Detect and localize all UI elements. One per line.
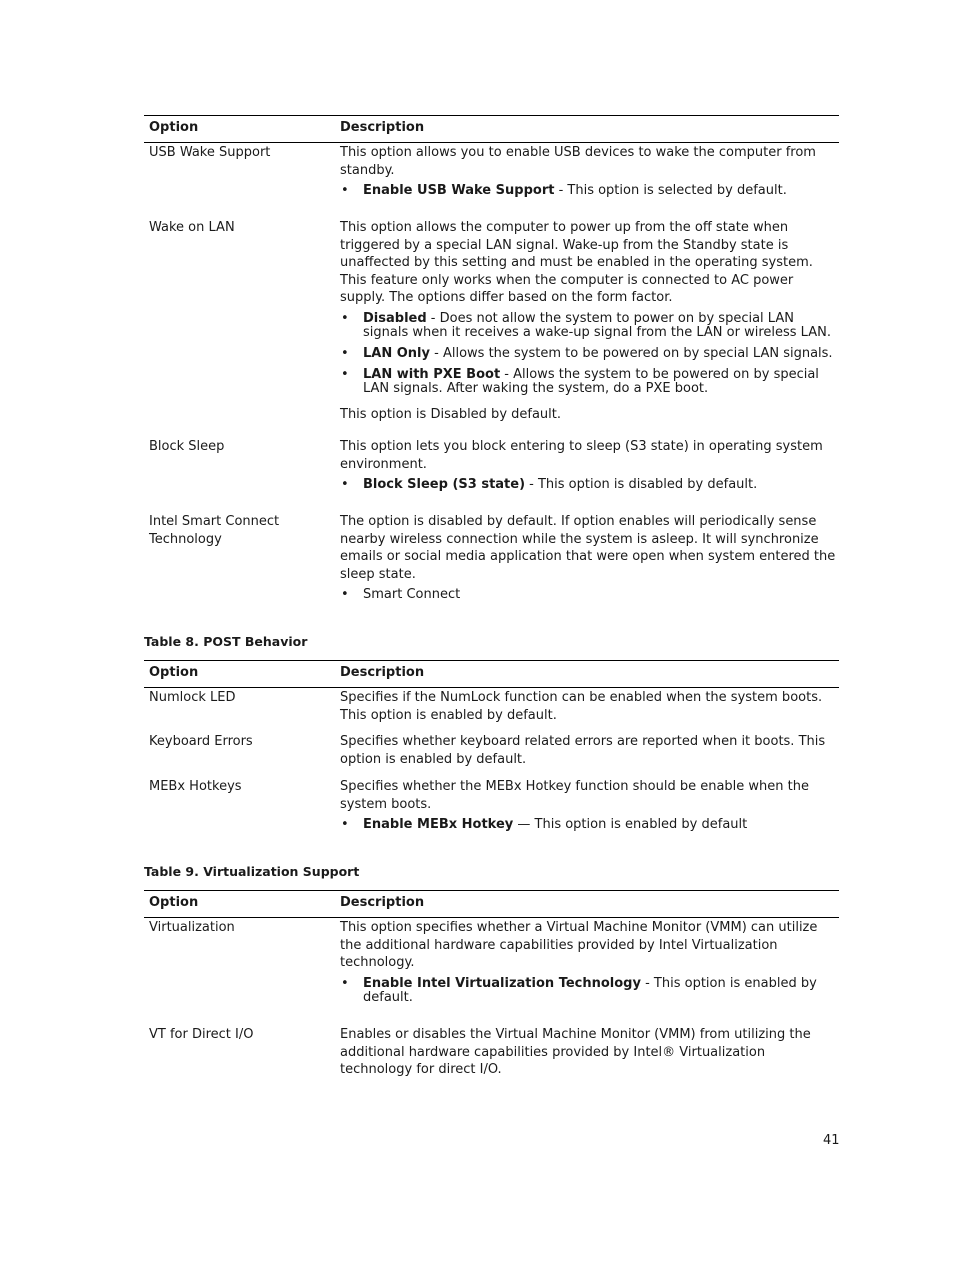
- option-description: [340, 778, 838, 839]
- option-description: [340, 513, 838, 609]
- list-item: [340, 312, 838, 340]
- list-item: [340, 368, 838, 396]
- list-item: [340, 818, 838, 832]
- description-text: Enables or disables the Virtual Machine Monitor (VMM) from utilizing the additional hardware capabilities provided by Intel® Virtualization technology for direct I/O.: [340, 1027, 811, 1077]
- option-description: [340, 219, 838, 423]
- description-text: The option is disabled by default. If option enables will periodically sense nearby wireless connection while the system is asleep. It will synchronize emails or social media application that were open when system entered the sleep state.: [340, 514, 836, 582]
- bullet-term: Enable Intel Virtualization Technology: [363, 975, 641, 991]
- header-option: Option: [149, 120, 199, 135]
- header-option: Option: [149, 895, 199, 910]
- option-name: Virtualization: [149, 920, 235, 935]
- table-caption: Table 8. POST Behavior: [144, 634, 308, 649]
- option-name: Block Sleep: [149, 439, 225, 454]
- description-text: This option allows you to enable USB devices to wake the computer from standby.: [340, 145, 816, 178]
- bullet-text: - Allows the system to be powered on by special LAN signals. After waking the system, do a PXE boot.: [363, 366, 819, 396]
- option-name: MEBx Hotkeys: [149, 779, 242, 794]
- option-name: Wake on LAN: [149, 220, 235, 235]
- bullet-text: — This option is enabled by default: [513, 817, 748, 832]
- option-name: Intel Smart Connect Technology: [149, 514, 280, 547]
- option-name: VT for Direct I/O: [149, 1027, 254, 1042]
- bullet-term: LAN Only: [363, 345, 430, 361]
- option-description: [340, 919, 838, 1012]
- table-wake-options: [144, 115, 839, 602]
- default-note: This option is Disabled by default.: [340, 406, 562, 422]
- option-name: Keyboard Errors: [149, 734, 253, 749]
- option-description: [340, 144, 838, 205]
- header-description: Description: [340, 895, 425, 910]
- description-text: Specifies whether keyboard related errors are reported when it boots. This option is enabled by default.: [340, 734, 826, 767]
- bullet-term: Disabled: [363, 310, 427, 326]
- list-item: [340, 588, 838, 602]
- table-header: [144, 890, 839, 918]
- option-description: [340, 689, 838, 724]
- description-text: This option lets you block entering to sleep (S3 state) in operating system environment.: [340, 439, 823, 472]
- table-virtualization: [144, 890, 839, 1077]
- description-text: Specifies if the NumLock function can be enabled when the system boots. This option is enabled by default.: [340, 690, 823, 723]
- bullet-text: Smart Connect: [363, 587, 461, 602]
- option-description: [340, 733, 838, 768]
- option-name: USB Wake Support: [149, 145, 271, 160]
- option-description: [340, 1026, 838, 1079]
- bullet-text: - Does not allow the system to power on by special LAN signals when it receives a wake-up signal from the LAN or wireless LAN.: [363, 310, 831, 340]
- description-text: This option specifies whether a Virtual Machine Monitor (VMM) can utilize the additional hardware capabilities provided by Intel Virtualization technology.: [340, 920, 818, 970]
- bullet-term: Enable MEBx Hotkey: [363, 817, 514, 832]
- bullet-list: [340, 977, 838, 1005]
- list-item: [340, 977, 838, 1005]
- bullet-list: [340, 588, 838, 602]
- table-caption: Table 9. Virtualization Support: [144, 864, 360, 879]
- bullet-text: - This option is disabled by default.: [525, 477, 758, 492]
- description-text: Specifies whether the MEBx Hotkey function should be enable when the system boots.: [340, 779, 809, 812]
- bullet-text: - This option is enabled by default.: [363, 975, 817, 1005]
- option-description: [340, 438, 838, 499]
- bullet-list: [340, 478, 838, 492]
- bullet-text: - Allows the system to be powered on by special LAN signals.: [430, 345, 833, 361]
- bullet-term: LAN with PXE Boot: [363, 366, 501, 382]
- list-item: [340, 347, 838, 361]
- bullet-list: [340, 818, 838, 832]
- header-description: Description: [340, 665, 425, 680]
- description-text: This option allows the computer to power up from the off state when triggered by a special LAN signal. Wake-up from the Standby state is unaffected by this setting and must be enabled in the operating system. This feature only works when the computer is connected to AC power supply. The options differ based on the form factor.: [340, 220, 813, 305]
- bullet-term: Enable USB Wake Support: [363, 183, 555, 198]
- bullet-list: [340, 184, 838, 198]
- header-description: Description: [340, 120, 425, 135]
- header-option: Option: [149, 665, 199, 680]
- option-name: Numlock LED: [149, 690, 236, 705]
- bullet-text: - This option is selected by default.: [554, 183, 787, 198]
- list-item: [340, 184, 838, 198]
- list-item: [340, 478, 838, 492]
- page-number: 41: [823, 1133, 840, 1148]
- table-post-behavior: [144, 660, 839, 832]
- table-header: [144, 660, 839, 688]
- bullet-list: [340, 312, 838, 396]
- bullet-term: Block Sleep (S3 state): [363, 477, 526, 492]
- table-header: [144, 115, 839, 143]
